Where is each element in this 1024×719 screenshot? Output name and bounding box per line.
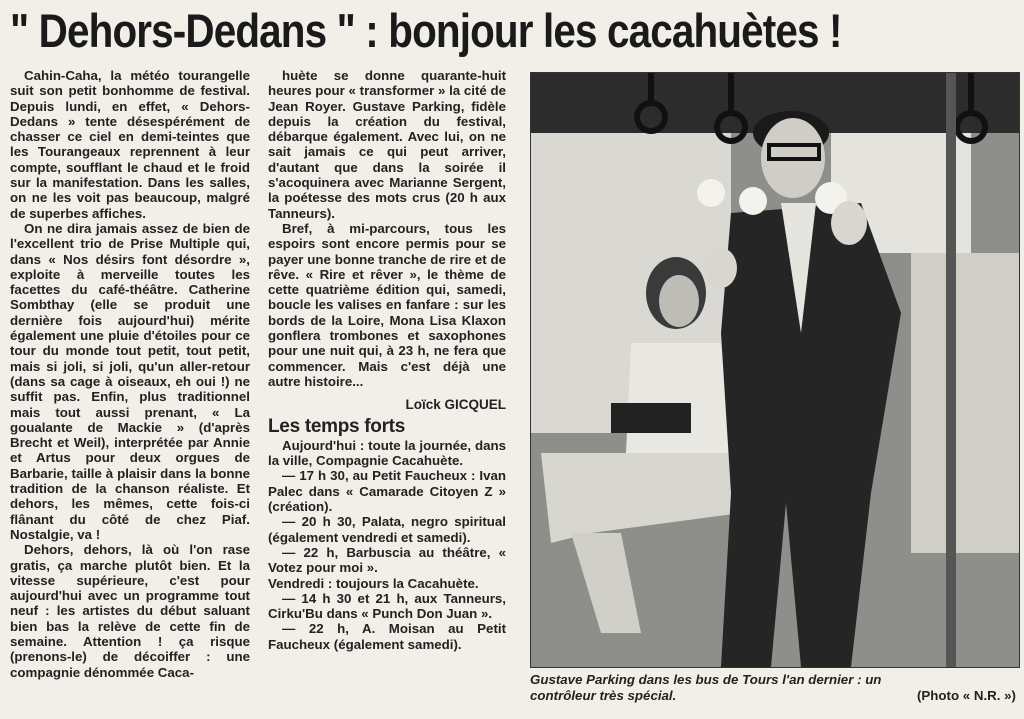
author-signature: Loïck GICQUEL: [405, 397, 506, 413]
caption-text: Gustave Parking dans les bus de Tours l'an dernier : un contrôleur très spécial.: [530, 672, 882, 703]
article-column-2: [268, 68, 506, 652]
program-item: — 22 h, A. Moisan au Petit Faucheux (également samedi).: [268, 621, 506, 652]
program-text: : toute la journée, dans la ville, Compagnie Cacahuète.: [268, 437, 506, 469]
paragraph: Cahin-Caha, la météo tourangelle suit son petit bonhomme de festival. Depuis lundi, en effet, « Dehors-Dedans » tente désespérément de chasser ce ciel en demi-teintes que les Tourangeaux reprennent à leur compte, soufflant le chaud et le froid sur la manifestation. Dans les salles, on ne les voit pas beaucoup, malgré de superbes affiches.: [10, 68, 250, 221]
paragraph: On ne dira jamais assez de bien de l'excellent trio de Prise Multiple qui, dans « Nos désirs font désordre », exploite à merveille toutes les facettes du café-théâtre. Catherine Sombthay (elle se produit une dernière fois aujourd'hui) mérite également une pluie d'étoiles pour ce tour du monde tout petit, tout petit, mais si joli, si joli, qu'un aller-retour (dans sa cage à oiseaux, eh oui !) ne suffit pas. Enfin, plus traditionnel mais tout aussi prenant, « La goualante de Mackie » (d'après Brecht et Weil), interprétée par Annie et Artus pour deux orgues de Barbarie, taille à plaisir dans la bonne tradition de la chanson réaliste. Et dehors, les mêmes, cette fois-ci flânant du côté de chez Piaf. Nostalgie, va !: [10, 220, 250, 542]
program-item: — 17 h 30, au Petit Faucheux : Ivan Palec dans « Camarade Citoyen Z » (création).: [268, 468, 506, 515]
photo-illustration: [531, 73, 1019, 667]
news-photo: [530, 72, 1020, 668]
headline: " Dehors-Dedans " : bonjour les cacahuètes !: [10, 4, 842, 57]
section-subhead: Les temps forts: [268, 415, 405, 437]
program-list: [268, 438, 506, 652]
program-item: — 22 h, Barbuscia au théâtre, « Votez pour moi ».: [268, 544, 506, 576]
photo-caption: [530, 672, 1018, 704]
article-column-1: [10, 68, 250, 680]
photo-credit: (Photo « N.R. »): [917, 688, 1016, 703]
paragraph: Bref, à mi-parcours, tous les espoirs sont encore permis pour se payer une bonne tranche de rire et de rêve. « Rire et rêver », le thème de cette quatrième édition qui, samedi, boucle les valises en fanfare : sur les bords de la Loire, Mona Lisa Klaxon gonflera trombones et saxophones pour une nuit qui, à 23 h, ne fera que commencer. Mais c'est déjà une autre histoire...: [268, 220, 506, 389]
paragraph: Dehors, dehors, là où l'on rase gratis, ça marche plutôt bien. Et la vitesse supérieure, c'est pour aujourd'hui avec un programme tout neuf : les artistes du début saluant bien bas la relève de cette fin de semaine. Attention ! ça risque (prenons-le) de décoiffer : une compagnie dénommée Caca-: [10, 542, 250, 680]
program-day: Vendredi: [268, 575, 325, 591]
program-text: : toujours la Cacahuète.: [324, 575, 479, 591]
program-item: — 20 h 30, Palata, negro spiritual (également vendredi et samedi).: [268, 514, 506, 545]
paragraph: huète se donne quarante-huit heures pour « transformer » la cité de Jean Royer. Gustave Parking, fidèle depuis la création du festival, débarque également. Avec lui, on ne sait jamais ce qui peut arriver, d'autant que dans la soirée il s'acoquinera avec Marianne Sergent, la poétesse des mots crus (20 h aux Tanneurs).: [268, 68, 506, 221]
program-item: [268, 438, 506, 469]
program-day: Aujourd'hui: [282, 437, 357, 453]
program-item: [268, 576, 506, 591]
program-item: — 14 h 30 et 21 h, aux Tanneurs, Cirku'Bu dans « Punch Don Juan ».: [268, 590, 506, 622]
